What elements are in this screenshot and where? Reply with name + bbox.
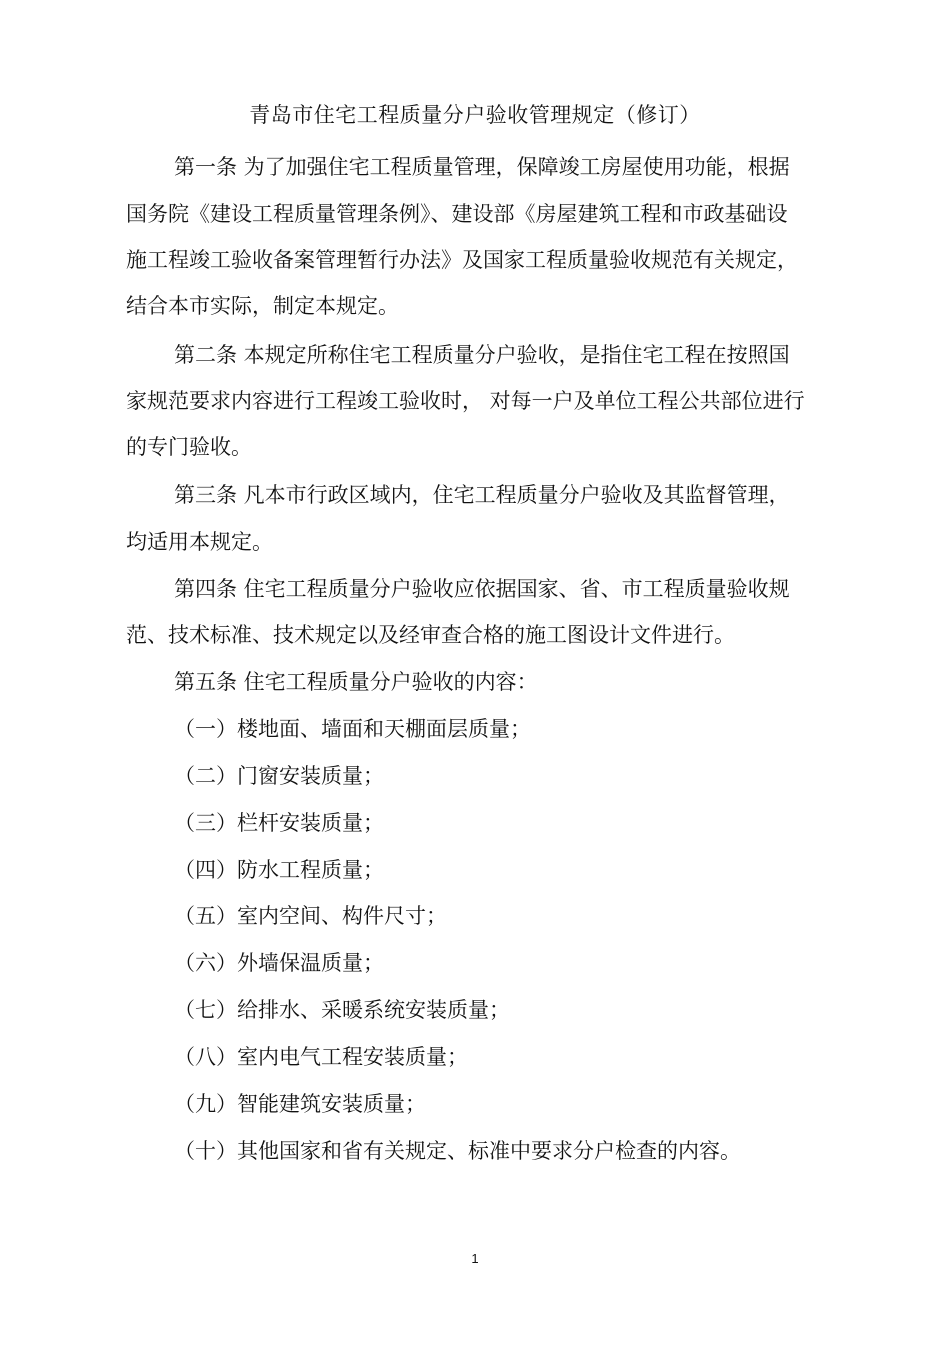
list-item-7: （七）给排水、采暖系统安装质量； xyxy=(174,998,510,1022)
article-1-line-2: 国务院《建设工程质量管理条例》、建设部《房屋建筑工程和市政基础设 xyxy=(126,202,788,226)
article-1-line-1: 第一条 为了加强住宅工程质量管理，保障竣工房屋使用功能，根据 xyxy=(174,155,790,179)
list-item-8: （八）室内电气工程安装质量； xyxy=(174,1045,468,1069)
document-title: 青岛市住宅工程质量分户验收管理规定（修订） xyxy=(249,103,701,127)
list-item-9: （九）智能建筑安装质量； xyxy=(174,1092,426,1116)
list-item-1: （一）楼地面、墙面和天棚面层质量； xyxy=(174,717,531,741)
list-item-5: （五）室内空间、构件尺寸； xyxy=(174,904,447,928)
article-2-line-2: 家规范要求内容进行工程竣工验收时， 对每一户及单位工程公共部位进行 xyxy=(126,389,805,413)
article-5-heading: 第五条 住宅工程质量分户验收的内容： xyxy=(174,670,538,694)
list-item-10: （十）其他国家和省有关规定、标准中要求分户检查的内容。 xyxy=(174,1139,741,1163)
list-item-3: （三）栏杆安装质量； xyxy=(174,811,384,835)
page-number: 1 xyxy=(471,1251,479,1266)
article-1-line-4: 结合本市实际，制定本规定。 xyxy=(126,294,399,318)
article-2-line-1: 第二条 本规定所称住宅工程质量分户验收，是指住宅工程在按照国 xyxy=(174,343,790,367)
list-item-4: （四）防水工程质量； xyxy=(174,858,384,882)
article-4-line-1: 第四条 住宅工程质量分户验收应依据国家、省、市工程质量验收规 xyxy=(174,577,790,601)
article-3-line-1: 第三条 凡本市行政区域内，住宅工程质量分户验收及其监督管理， xyxy=(174,483,790,507)
article-3-line-2: 均适用本规定。 xyxy=(126,530,273,554)
article-4-line-2: 范、技术标准、技术规定以及经审查合格的施工图设计文件进行。 xyxy=(126,623,735,647)
article-2-line-3: 的专门验收。 xyxy=(126,435,252,459)
list-item-2: （二）门窗安装质量； xyxy=(174,764,384,788)
article-1-line-3: 施工程竣工验收备案管理暂行办法》及国家工程质量验收规范有关规定， xyxy=(126,248,798,272)
list-item-6: （六）外墙保温质量； xyxy=(174,951,384,975)
